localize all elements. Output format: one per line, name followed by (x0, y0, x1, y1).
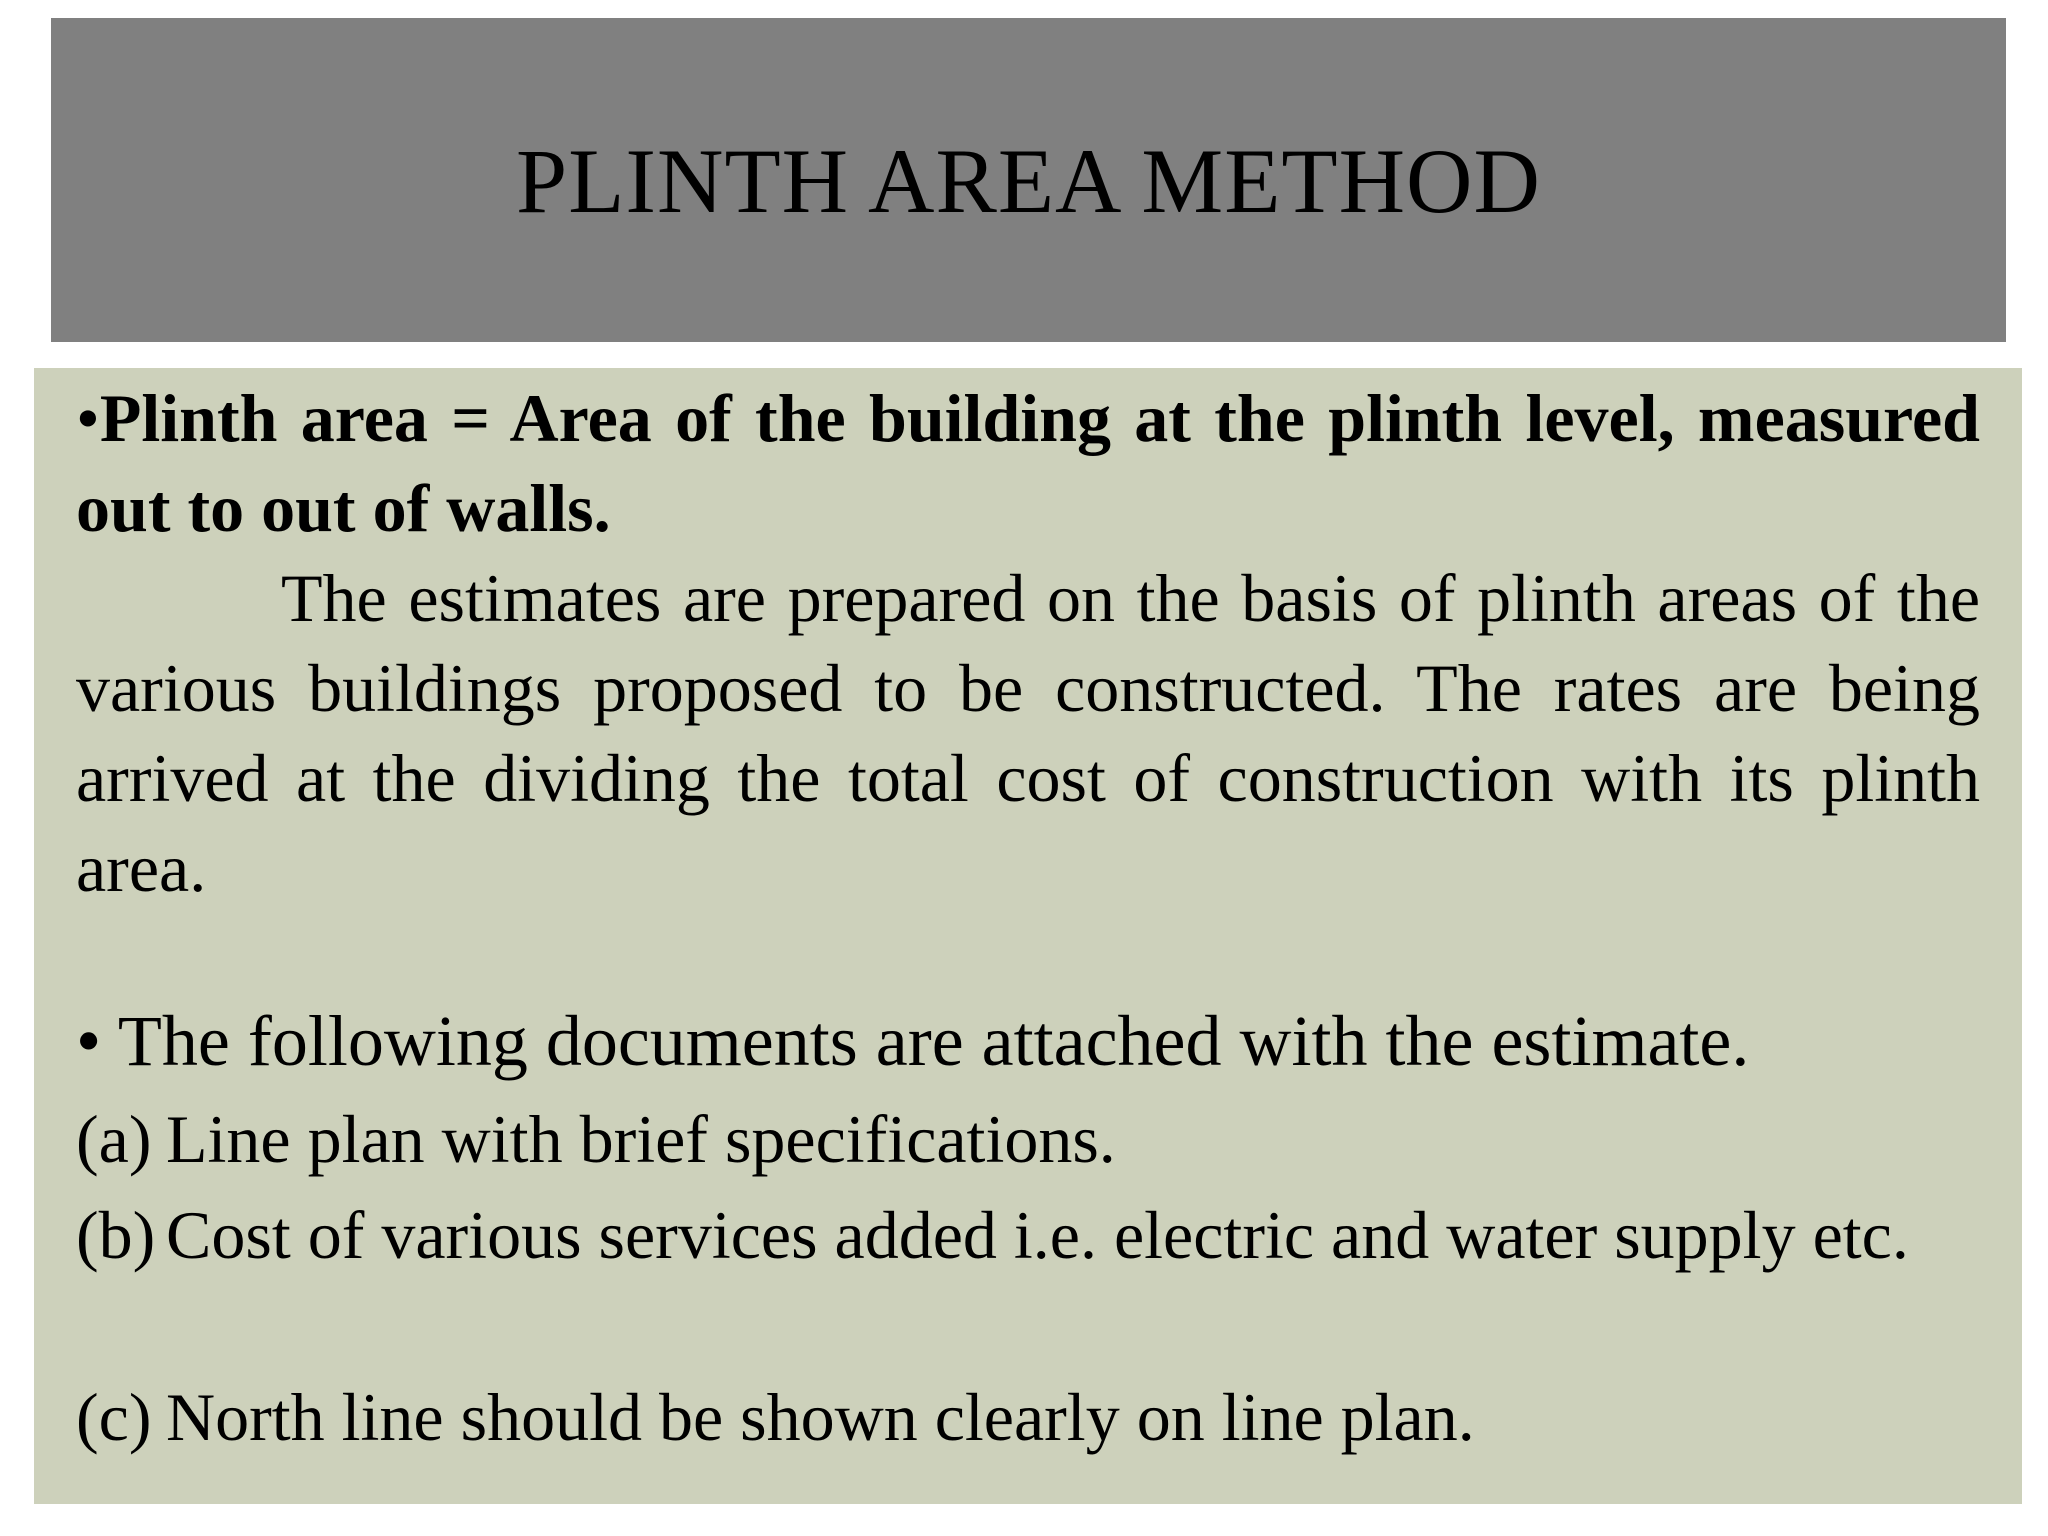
list-item (76, 1192, 1980, 1278)
documents-intro: The following documents are attached with the estimate. (117, 1001, 1750, 1081)
estimate-basis-text: The estimates are prepared on the basis of plinth areas of the various buildings proposed to be constructed. The rates are being arrived at the dividing the total cost of construction with its plinth area. (76, 560, 1980, 906)
list-item-text: Line plan with brief specifications. (166, 1101, 1116, 1177)
list-item-marker: (c) (76, 1379, 152, 1455)
bullet-marker: • (76, 1001, 102, 1081)
title-bar (51, 18, 2006, 342)
list-item-marker: (a) (76, 1101, 152, 1177)
list-item-marker: (b) (76, 1197, 156, 1273)
content-box (34, 368, 2022, 1504)
definition-paragraph (76, 373, 1980, 913)
documents-bullet (76, 996, 1980, 1086)
slide-title: PLINTH AREA METHOD (516, 130, 1541, 232)
bullet-marker: • (76, 380, 100, 456)
list-item-text: Cost of various services added i.e. electric and water supply etc. (166, 1197, 1909, 1273)
list-item (76, 1096, 1980, 1182)
list-item (76, 1374, 1980, 1460)
plinth-area-definition: Plinth area = Area of the building at the plinth level, measured out to out of walls. (76, 380, 1980, 546)
list-item-text: North line should be shown clearly on line plan. (166, 1379, 1475, 1455)
